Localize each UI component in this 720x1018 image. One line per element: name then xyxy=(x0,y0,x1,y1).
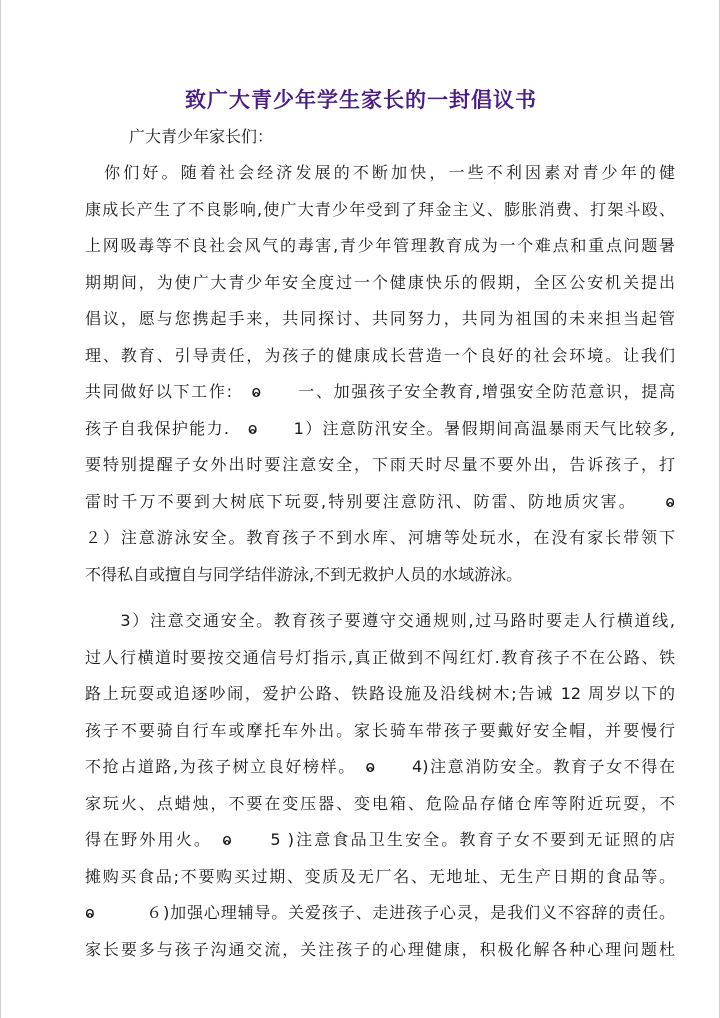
body-line: 上网吸毒等不良社会风气的毒害,青少年管理教育成为一个难点和重点问题暑 xyxy=(85,236,675,255)
body-line: 不得私自或擅自与同学结伴游泳,不到无救护人员的水域游泳。 xyxy=(85,564,523,584)
body-line: 康成长产生了不良影响,使广大青少年受到了拜金主义、膨胀消费、打架斗殴、 xyxy=(85,199,675,219)
body-line: 期期间，为使广大青少年安全度过一个健康快乐的假期，全区公安机关提出 xyxy=(85,272,675,292)
greeting: 广大青少年家长们： xyxy=(129,127,274,146)
body-line: 家玩火、点蜡烛，不要在变压器、变电箱、危险品存储仓库等附近玩耍，不 xyxy=(85,793,675,813)
body-line: 雷时千万不要到大树底下玩耍,特别要注意防汛、防雷、防地质灾害。 ⱺ xyxy=(85,491,675,511)
body-line: 理、教育、引导责任，为孩子的健康成长营造一个良好的社会环境。让我们 xyxy=(85,345,675,365)
body-line: 要特别提醒子女外出时要注意安全，下雨天时尽量不要外出，告诉孩子，打 xyxy=(85,455,675,474)
body-line: 不抢占道路,为孩子树立良好榜样。 ⱺ 4)注意消防安全。教育子女不得在 xyxy=(85,757,675,776)
body-line: 你们好。随着社会经济发展的不断加快，一些不利因素对青少年的健 xyxy=(85,163,675,182)
body-line: 共同做好以下工作: ⱺ 一、加强孩子安全教育,增强安全防范意识，提高 xyxy=(85,382,675,401)
body-line: 孩子自我保护能力. ⱺ 1）注意防汛安全。暑假期间高温暴雨天气比较多, xyxy=(85,418,675,438)
body-line: 路上玩耍或追逐吵闹，爱护公路、铁路设施及沿线树木;告诫 12 周岁以下的 xyxy=(85,684,675,703)
body-line: 家长要多与孩子沟通交流，关注孩子的心理健康，积极化解各种心理问题杜 xyxy=(85,939,675,959)
document-title: 致广大青少年学生家长的一封倡议书 xyxy=(185,88,537,112)
body-line: 过人行横道时要按交通信号灯指示,真正做到不闯红灯.教育孩子不在公路、铁 xyxy=(85,647,675,667)
body-line: ２）注意游泳安全。教育孩子不到水库、河塘等处玩水，在没有家长带领下 xyxy=(85,528,675,547)
body-line: 倡议，愿与您携起手来，共同探讨、共同努力，共同为祖国的未来担当起管 xyxy=(85,309,675,328)
body-line: 孩子不要骑自行车或摩托车外出。家长骑车带孩子要戴好安全帽，并要慢行 xyxy=(85,720,675,740)
body-line: 得在野外用火。 ⱺ 5 )注意食品卫生安全。教育子女不要到无证照的店 xyxy=(85,830,675,849)
body-line: ⱺ ６)加强心理辅导。关爱孩子、走进孩子心灵，是我们义不容辞的责任。 xyxy=(85,903,675,922)
body-line: 摊购买食品;不要购买过期、变质及无厂名、无地址、无生产日期的食品等。 xyxy=(85,866,675,886)
paragraph-gap xyxy=(85,593,675,603)
body-line: 3）注意交通安全。教育孩子要遵守交通规则,过马路时要走人行横道线, xyxy=(85,611,675,630)
document-body xyxy=(85,155,675,968)
